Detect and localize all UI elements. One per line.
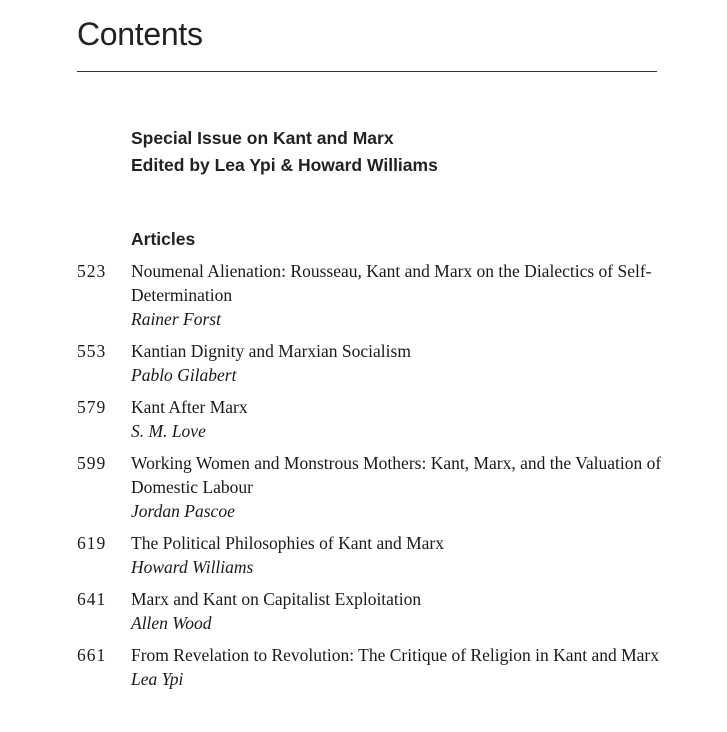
page-number: 599 xyxy=(77,453,107,473)
page-number: 619 xyxy=(77,533,107,553)
article-title[interactable]: From Revelation to Revolution: The Critique of Religion in Kant and Marx xyxy=(131,645,660,665)
articles-list xyxy=(0,259,727,699)
article-author: Jordan Pascoe xyxy=(131,501,235,521)
article-author: Allen Wood xyxy=(131,613,212,633)
article-title[interactable]: Kant After Marx xyxy=(131,397,248,417)
page-number: 553 xyxy=(77,341,107,361)
article-author: Rainer Forst xyxy=(131,309,221,329)
toc-entry[interactable] xyxy=(0,587,727,635)
section-heading-articles: Articles xyxy=(131,229,196,249)
page-number: 641 xyxy=(77,589,107,609)
toc-entry[interactable] xyxy=(0,451,727,523)
page-number: 523 xyxy=(77,261,107,281)
page-title: Contents xyxy=(77,16,203,52)
article-title[interactable]: Kantian Dignity and Marxian Socialism xyxy=(131,341,411,361)
special-issue-editors: Edited by Lea Ypi & Howard Williams xyxy=(131,155,438,175)
article-title[interactable]: Noumenal Alienation: Rousseau, Kant and Marx on the Dialectics of Self-Determination xyxy=(131,261,652,305)
article-title[interactable]: Working Women and Monstrous Mothers: Kant, Marx, and the Valuation of Domestic Labour xyxy=(131,453,662,497)
title-divider xyxy=(77,71,657,72)
article-author: Lea Ypi xyxy=(131,669,184,689)
page-number: 661 xyxy=(77,645,107,665)
toc-entry[interactable] xyxy=(0,259,727,331)
page-number: 579 xyxy=(77,397,107,417)
article-author: Pablo Gilabert xyxy=(131,365,237,385)
article-title[interactable]: Marx and Kant on Capitalist Exploitation xyxy=(131,589,422,609)
toc-entry[interactable] xyxy=(0,531,727,579)
toc-entry[interactable] xyxy=(0,395,727,443)
special-issue-title: Special Issue on Kant and Marx xyxy=(131,128,394,148)
article-author: Howard Williams xyxy=(131,557,254,577)
special-issue-header xyxy=(131,125,438,179)
article-author: S. M. Love xyxy=(131,421,206,441)
article-title[interactable]: The Political Philosophies of Kant and Marx xyxy=(131,533,445,553)
toc-entry[interactable] xyxy=(0,339,727,387)
toc-entry[interactable] xyxy=(0,643,727,691)
